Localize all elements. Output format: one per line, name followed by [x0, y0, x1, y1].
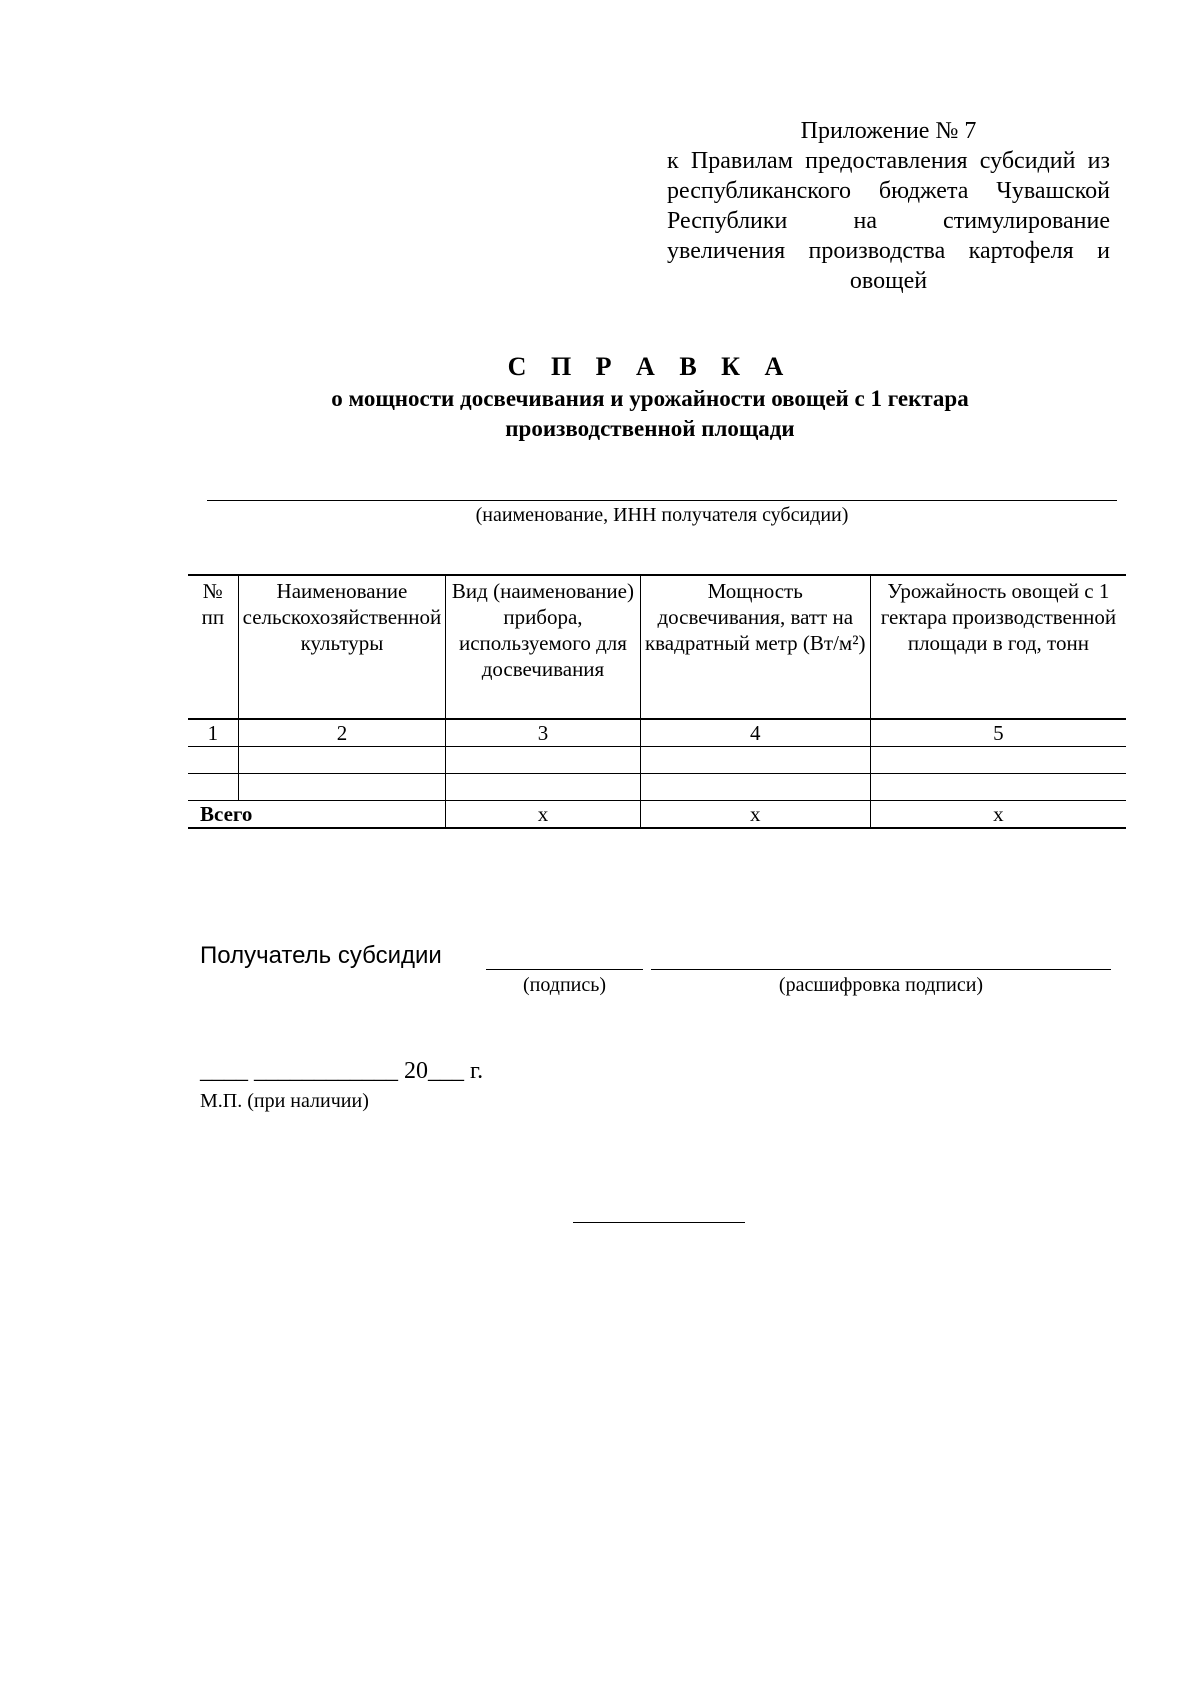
number-cell: 3: [446, 719, 640, 747]
total-cell: x: [870, 801, 1126, 829]
data-table: [188, 574, 1126, 829]
table-total-row: [188, 801, 1126, 829]
number-cell: 5: [870, 719, 1126, 747]
total-label: Всего: [188, 801, 446, 829]
signature-decode-line[interactable]: [651, 969, 1111, 970]
table-cell[interactable]: [188, 774, 238, 801]
table-header-row: [188, 575, 1126, 719]
table-cell[interactable]: [870, 747, 1126, 774]
header-cell: Урожайность овощей с 1 гектара производственной площади в год, тонн: [870, 575, 1126, 719]
appendix-block: [667, 116, 1110, 296]
total-cell: x: [640, 801, 870, 829]
bottom-divider: [573, 1222, 745, 1223]
signature-line[interactable]: [486, 969, 643, 970]
appendix-title: Приложение № 7: [800, 118, 977, 144]
table-cell[interactable]: [238, 747, 446, 774]
total-cell: x: [446, 801, 640, 829]
recipient-caption: (наименование, ИНН получателя субсидии): [475, 504, 849, 526]
document-subtitle: [150, 384, 1150, 444]
signature-label: Получатель субсидии: [200, 942, 442, 969]
header-cell: Вид (наименование) прибора, используемого для досвечивания: [446, 575, 640, 719]
document-subtitle-line1: о мощности досвечивания и урожайности овощей с 1 гектара: [331, 386, 969, 411]
date-line: ____ ____________ 20___ г.: [200, 1058, 484, 1084]
table-cell[interactable]: [640, 747, 870, 774]
table-row: [188, 774, 1126, 801]
table-cell[interactable]: [238, 774, 446, 801]
recipient-name-line: [207, 500, 1117, 501]
signature-decode-caption: (расшифровка подписи): [778, 974, 984, 996]
table-cell[interactable]: [188, 747, 238, 774]
document-subtitle-line2: производственной площади: [505, 416, 795, 441]
appendix-body: к Правилам предоставления субсидий из республиканского бюджета Чувашской Республики на стимулирование увеличения производства картофеля и овощей: [667, 148, 1110, 294]
table-number-row: [188, 719, 1126, 747]
table-cell[interactable]: [640, 774, 870, 801]
table-row: [188, 747, 1126, 774]
table-cell[interactable]: [446, 774, 640, 801]
signature-caption: (подпись): [522, 974, 607, 996]
header-cell: № пп: [188, 575, 238, 719]
number-cell: 1: [188, 719, 238, 747]
document-title: С П Р А В К А: [507, 352, 793, 381]
stamp-note: М.П. (при наличии): [200, 1090, 369, 1112]
header-cell: Наименование сельскохозяйственной культуры: [238, 575, 446, 719]
header-cell: Мощность досвечивания, ватт на квадратный метр (Вт/м²): [640, 575, 870, 719]
table-cell[interactable]: [870, 774, 1126, 801]
table-cell[interactable]: [446, 747, 640, 774]
number-cell: 2: [238, 719, 446, 747]
number-cell: 4: [640, 719, 870, 747]
